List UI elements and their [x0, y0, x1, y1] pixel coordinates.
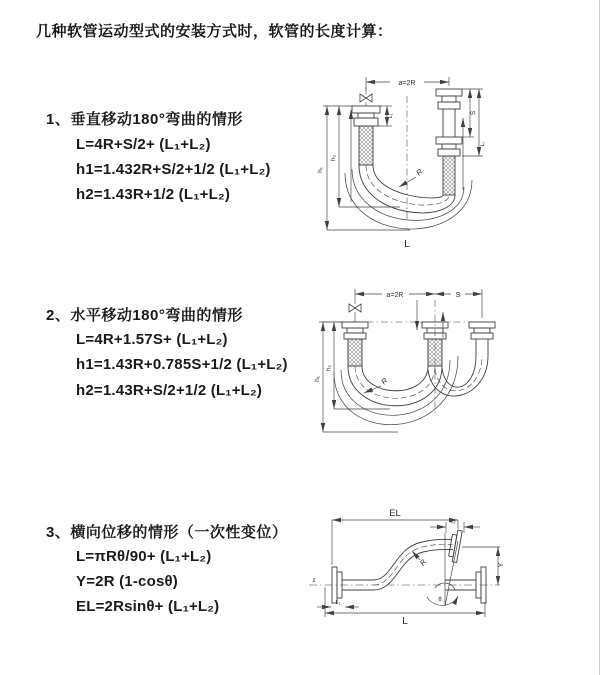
section-2-formula-h2: h2=1.43R+S/2+1/2 (L₁+L₂)	[76, 382, 263, 399]
dim-label-l1: L₁	[388, 113, 394, 119]
dim-label-theta: θ	[438, 597, 442, 603]
section-3-heading: 3、横向位移的情形（一次性变位）	[46, 524, 288, 541]
diagram-vertical-180-bend	[302, 70, 502, 260]
dim-label-s: S	[470, 110, 477, 116]
page-title: 几种软管运动型式的安装方式时，软管的长度计算：	[36, 23, 393, 40]
dim-label-y: Y	[498, 562, 505, 568]
valve-icon	[360, 94, 372, 102]
valve-icon	[349, 304, 361, 312]
dim-label-h1: h₁	[314, 376, 321, 382]
dim-label-r: R	[414, 166, 425, 178]
angle-construction	[427, 533, 458, 606]
hose-s-curve	[373, 539, 453, 590]
dim-label-l1: L₁	[335, 600, 341, 606]
dim-label-a2r: a=2R	[398, 80, 416, 87]
section-3-formula-EL: EL=2Rsinθ+ (L₁+L₂)	[76, 598, 220, 615]
right-fitting	[469, 322, 495, 356]
diagram-lateral-displacement	[295, 503, 595, 668]
section-2-formula-L: L=4R+1.57S+ (L₁+L₂)	[76, 331, 228, 348]
dimension-lines	[323, 89, 483, 230]
middle-fitting	[422, 322, 448, 366]
section-1-formula-L: L=4R+S/2+ (L₁+L₂)	[76, 136, 211, 153]
dim-label-l: L	[402, 615, 408, 627]
section-1-heading: 1、垂直移动180°弯曲的情形	[46, 111, 243, 128]
dim-label-el: EL	[389, 508, 401, 519]
dim-label-r: R	[379, 375, 390, 387]
dim-label-a2r: a=2R	[386, 292, 404, 299]
dim-label-h2: h₂	[325, 364, 333, 372]
right-fitting	[436, 89, 462, 195]
left-fitting	[342, 322, 368, 366]
section-3-formula-Y: Y=2R (1-cosθ)	[76, 573, 178, 590]
dim-label-l2: L₂	[480, 141, 486, 147]
left-fitting	[352, 106, 380, 165]
dimension-lines	[319, 300, 443, 432]
dim-label-s: S	[455, 292, 461, 299]
dimension-lines	[317, 520, 500, 617]
dim-label-h2: h₂	[330, 154, 337, 162]
dim-label-l: L	[404, 238, 410, 250]
section-1-formula-h2: h2=1.43R+1/2 (L₁+L₂)	[76, 186, 231, 203]
dim-label-l2: L₂	[450, 519, 456, 525]
dim-label-h1: h₁	[317, 167, 324, 173]
section-2-formula-h1: h1=1.43R+0.785S+1/2 (L₁+L₂)	[76, 356, 288, 373]
dim-label-r: R	[417, 557, 429, 568]
section-3-formula-L: L=πRθ/90+ (L₁+L₂)	[76, 548, 212, 565]
diagram-horizontal-180-bend	[298, 282, 508, 447]
section-2-heading: 2、水平移动180°弯曲的情形	[46, 307, 243, 324]
section-1-formula-h1: h1=1.432R+S/2+1/2 (L₁+L₂)	[76, 161, 271, 178]
dim-label-z: z	[312, 578, 316, 584]
